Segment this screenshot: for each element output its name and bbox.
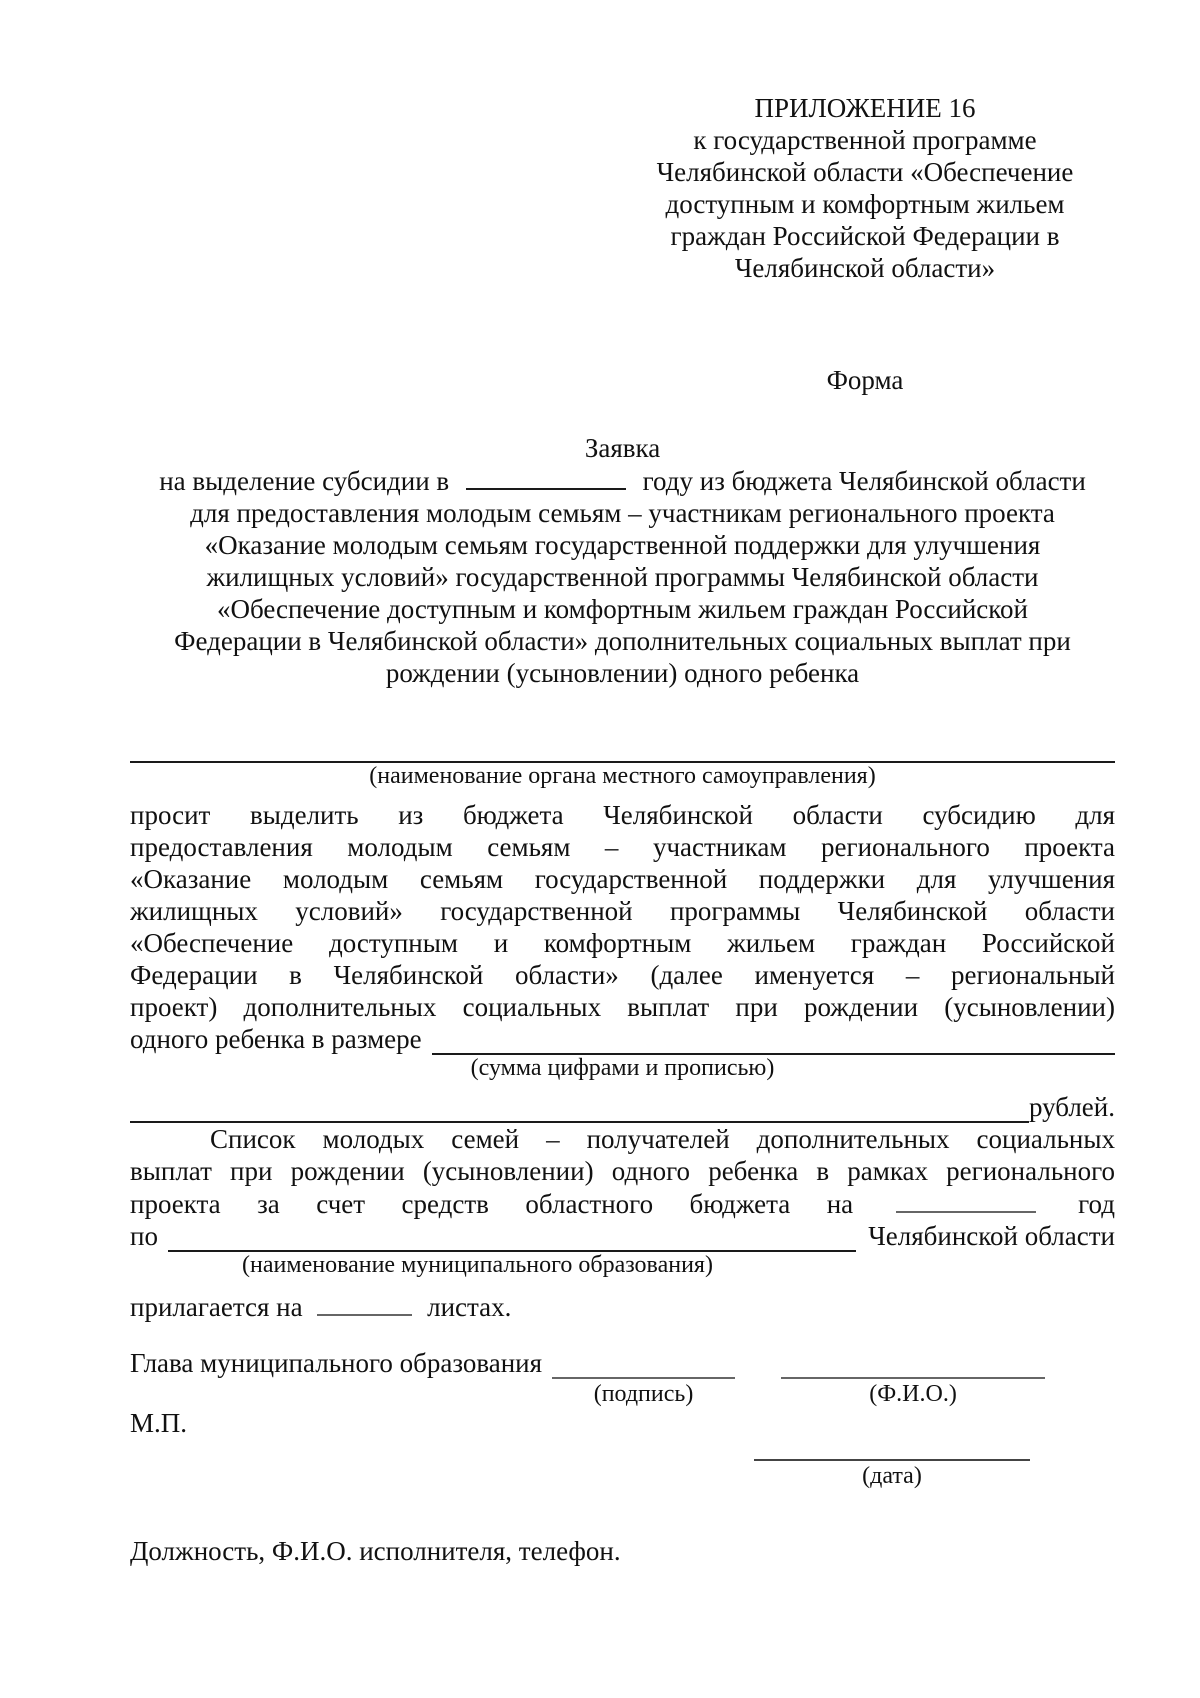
appendix-header — [615, 92, 1115, 396]
title-line: Федерации в Челябинской области» дополнительных социальных выплат при — [174, 626, 1071, 656]
amount-label: одного ребенка в размере — [130, 1024, 422, 1054]
request-paragraph — [130, 799, 1115, 1055]
title-year-suffix: году из бюджета Челябинской области — [642, 466, 1086, 496]
form-label: Форма — [826, 365, 904, 395]
full-name-caption: (Ф.И.О.) — [869, 1381, 957, 1407]
attachment-suffix: листах. — [427, 1292, 512, 1322]
full-name-blank-field — [781, 1347, 1045, 1379]
municipality-line — [130, 1220, 1115, 1252]
title-line: жилищных условий» государственной программы Челябинской области — [206, 562, 1039, 592]
title-line: для предоставления молодым семьям – участникам регионального проекта — [190, 498, 1055, 528]
amount-caption: (сумма цифрами и прописью) — [470, 1055, 775, 1081]
list-year-prefix: проекта за счет средств областного бюджета на — [130, 1189, 854, 1219]
request-line: просит выделить из бюджета Челябинской области субсидию для — [130, 800, 1115, 830]
list-line: Список молодых семей – получателей дополнительных социальных — [210, 1124, 1115, 1154]
appendix-header-line: Челябинской области «Обеспечение — [656, 157, 1074, 187]
title-line: «Обеспечение доступным и комфортным жильем граждан Российской — [217, 594, 1028, 624]
signature-blank-field — [552, 1347, 735, 1379]
signature-column — [552, 1347, 735, 1407]
amount-blank-field — [432, 1027, 1115, 1055]
request-line: предоставления молодым семьям – участникам регионального проекта — [130, 832, 1115, 862]
list-year-suffix: год — [1078, 1189, 1115, 1219]
request-line: жилищных условий» государственной программы Челябинской области — [130, 896, 1115, 926]
org-name-blank-field — [130, 735, 1115, 763]
rubles-label: рублей. — [1028, 1092, 1115, 1122]
municipality-caption: (наименование муниципального образования) — [242, 1252, 713, 1278]
appendix-header-line: к государственной программе — [693, 125, 1037, 155]
municipality-prefix: по — [130, 1221, 158, 1251]
list-line-year — [130, 1187, 1115, 1220]
municipality-blank-field — [168, 1224, 856, 1252]
name-column — [781, 1347, 1045, 1407]
rubles-blank-field — [130, 1095, 1029, 1123]
budget-year-blank-field — [896, 1187, 1036, 1213]
title-heading: Заявка — [584, 433, 661, 463]
org-name-caption: (наименование органа местного самоуправления) — [369, 763, 876, 789]
rubles-line — [130, 1091, 1115, 1123]
title-year-line — [130, 464, 1115, 497]
amount-line — [130, 1023, 1115, 1055]
request-line: Федерации в Челябинской области» (далее именуется – региональный — [130, 960, 1115, 990]
title-line: «Оказание молодым семьям государственной поддержки для улучшения — [204, 530, 1041, 560]
date-blank-field — [754, 1439, 1030, 1461]
list-paragraph — [130, 1123, 1115, 1323]
executor-info-label: Должность, Ф.И.О. исполнителя, телефон. — [130, 1536, 621, 1566]
request-line: «Обеспечение доступным и комфортным жильем граждан Российской — [130, 928, 1115, 958]
title-year-prefix: на выделение субсидии в — [159, 466, 450, 496]
year-blank-field — [466, 464, 626, 490]
head-of-municipality-label: Глава муниципального образования — [130, 1348, 543, 1378]
attachment-line — [130, 1290, 1115, 1323]
signature-caption: (подпись) — [593, 1381, 694, 1407]
document-title — [130, 432, 1115, 689]
appendix-header-line: доступным и комфортным жильем — [665, 189, 1065, 219]
title-line: рождении (усыновлении) одного ребенка — [385, 658, 860, 688]
stamp-label: М.П. — [130, 1408, 188, 1438]
date-caption: (дата) — [862, 1463, 922, 1489]
appendix-header-line: Челябинской области» — [734, 253, 996, 283]
attachment-prefix: прилагается на — [130, 1292, 303, 1322]
request-line: проект) дополнительных социальных выплат при рождении (усыновлении) — [130, 992, 1115, 1022]
list-line: выплат при рождении (усыновлении) одного ребенка в рамках регионального — [130, 1156, 1115, 1186]
sheets-count-blank-field — [317, 1290, 412, 1316]
signature-row — [130, 1347, 1115, 1407]
request-line: «Оказание молодым семьям государственной поддержки для улучшения — [130, 864, 1115, 894]
date-block — [754, 1439, 1030, 1489]
municipality-suffix: Челябинской области — [868, 1221, 1115, 1251]
appendix-header-line: ПРИЛОЖЕНИЕ 16 — [754, 93, 976, 123]
appendix-header-line: граждан Российской Федерации в — [670, 221, 1060, 251]
